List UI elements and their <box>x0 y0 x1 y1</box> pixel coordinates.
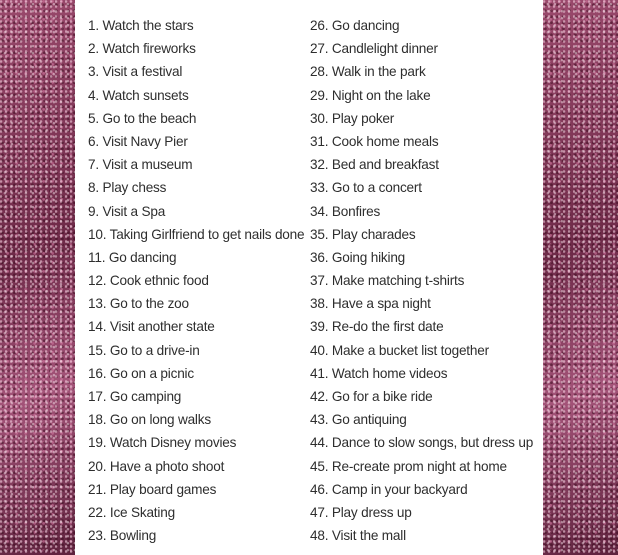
list-item: 33. Go to a concert <box>310 180 422 196</box>
right-column-list <box>310 14 533 547</box>
list-item: 28. Walk in the park <box>310 64 426 80</box>
list-item: 45. Re-create prom night at home <box>310 458 507 474</box>
list-item: 41. Watch home videos <box>310 365 448 381</box>
list-item: 9. Visit a Spa <box>88 203 166 219</box>
list-item: 46. Camp in your backyard <box>310 481 468 497</box>
list-item: 13. Go to the zoo <box>88 296 189 312</box>
list-item: 22. Ice Skating <box>88 504 175 520</box>
list-item: 2. Watch fireworks <box>88 41 196 57</box>
list-item: 14. Visit another state <box>88 319 215 335</box>
list-item: 16. Go on a picnic <box>88 365 194 381</box>
list-item: 48. Visit the mall <box>310 528 406 544</box>
list-item: 44. Dance to slow songs, but dress up <box>310 435 534 451</box>
list-item: 10. Taking Girlfriend to get nails done <box>88 226 305 242</box>
glitter-border-right <box>543 0 618 555</box>
list-item: 20. Have a photo shoot <box>88 458 225 474</box>
list-item: 19. Watch Disney movies <box>88 435 237 451</box>
list-item: 12. Cook ethnic food <box>88 273 209 289</box>
list-item: 32. Bed and breakfast <box>310 157 439 173</box>
list-item: 43. Go antiquing <box>310 412 407 428</box>
list-item: 3. Visit a festival <box>88 64 183 80</box>
list-item: 35. Play charades <box>310 226 416 242</box>
list-item: 47. Play dress up <box>310 504 412 520</box>
glitter-border-left <box>0 0 75 555</box>
list-item: 34. Bonfires <box>310 203 381 219</box>
list-item: 36. Going hiking <box>310 249 406 265</box>
list-item: 5. Go to the beach <box>88 110 197 126</box>
list-item: 8. Play chess <box>88 180 167 196</box>
list-item: 40. Make a bucket list together <box>310 342 489 358</box>
list-item: 30. Play poker <box>310 110 395 126</box>
list-item: 1. Watch the stars <box>88 18 194 33</box>
list-item: 11. Go dancing <box>88 249 177 265</box>
list-item: 23. Bowling <box>88 528 157 544</box>
list-item: 17. Go camping <box>88 389 182 404</box>
list-item: 4. Watch sunsets <box>88 87 189 103</box>
list-item: 39. Re-do the first date <box>310 319 444 335</box>
left-column-list <box>88 14 304 547</box>
list-item: 29. Night on the lake <box>310 87 431 103</box>
list-item: 6. Visit Navy Pier <box>88 133 188 149</box>
list-item: 21. Play board games <box>88 481 217 497</box>
list-item: 37. Make matching t-shirts <box>310 273 465 289</box>
list-item: 42. Go for a bike ride <box>310 389 433 404</box>
list-item: 27. Candlelight dinner <box>310 41 438 57</box>
list-item: 38. Have a spa night <box>310 296 431 312</box>
list-item: 15. Go to a drive-in <box>88 342 200 358</box>
list-item: 31. Cook home meals <box>310 133 439 149</box>
list-item: 26. Go dancing <box>310 18 400 33</box>
list-item: 18. Go on long walks <box>88 412 211 428</box>
list-item: 7. Visit a museum <box>88 157 193 173</box>
